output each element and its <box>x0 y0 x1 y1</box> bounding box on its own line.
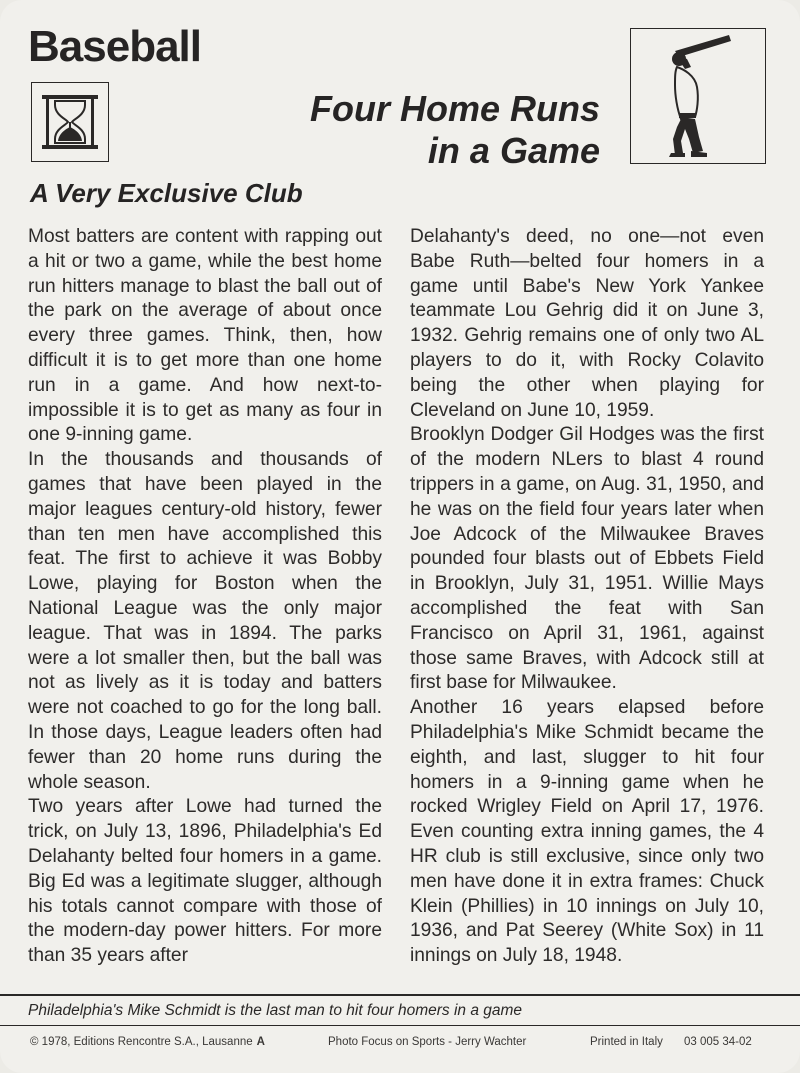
category-title: Baseball <box>28 22 201 71</box>
right-column <box>410 225 764 969</box>
photo-credit: Photo Focus on Sports - Jerry Wachter <box>328 1036 527 1048</box>
title-line-1: Four Home Runs <box>309 88 600 129</box>
photo-caption: Philadelphia's Mike Schmidt is the last man to hit four homers in a game <box>28 1002 523 1019</box>
paragraph: Brooklyn Dodger Gil Hodges was the first of the modern NLers to blast 4 round trippers in a game, on Aug. 31, 1950, and he was on the field four years later when Joe Adcock of the Milwaukee Braves pounded four blasts out of Ebbets Field in Brooklyn, July 31, 1951. Willie Mays accomplished the feat with San Francisco on April 31, 1961, against those same Braves, with Adcock still at first base for Milwaukee. <box>410 424 764 694</box>
hourglass-icon-frame <box>31 82 109 162</box>
batter-icon <box>631 29 765 163</box>
title-line-2: in a Game <box>427 130 600 171</box>
card-code: 03 005 34-02 <box>684 1036 752 1048</box>
batter-icon-frame <box>630 28 766 164</box>
publisher-mark: A <box>256 1036 265 1048</box>
paragraph: Most batters are content with rapping out a hit or two a game, while the best home run hitters manage to blast the ball out of the park on the average of about once every three games. Think, then, how difficult it is to get more than one home run in a game. And how next-to-impossible it is to get as many as four in one 9-inning game. <box>28 226 382 446</box>
paragraph: Delahanty's deed, no one—not even Babe Ruth—belted four homers in a game until Babe's New York Yankee teammate Lou Gehrig did it on June 3, 1932. Gehrig remains one of only two AL players to do it, with Rocky Colavito being the other when playing for Cleveland on June 10, 1959. <box>410 226 764 421</box>
card-title <box>310 88 600 172</box>
left-column <box>28 225 382 969</box>
paragraph: Two years after Lowe had turned the trick, on July 13, 1896, Philadelphia's Ed Delahanty belted four homers in a game. Big Ed was a legitimate slugger, although his totals cannot compare with those of the modern-day power hitters. For more than 35 years after <box>28 796 382 967</box>
copyright-notice <box>30 1036 265 1048</box>
paragraph: Another 16 years elapsed before Philadelphia's Mike Schmidt became the eighth, and last, slugger to hit four homers in a 9-inning game when he rocked Wrigley Field on April 17, 1976. Even counting extra inning games, the 4 HR club is still exclusive, since only two men have done it in extra frames: Chuck Klein (Phillies) in 10 innings on July 10, 1936, and Pat Seerey (White Sox) in 11 innings on July 18, 1948. <box>410 697 764 967</box>
subtitle: A Very Exclusive Club <box>30 178 303 208</box>
caption-divider-top <box>0 994 800 996</box>
hourglass-icon <box>32 83 108 160</box>
paragraph: In the thousands and thousands of games that have been played in the major leagues century-old history, fewer than ten men have accomplished this feat. The first to achieve it was Bobby Lowe, playing for Boston when the National League was the only major league. That was in 1894. The parks were a lot smaller then, but the ball was not as lively as it is today and batters were not coached to go for the long ball. In those days, League leaders often had fewer than 20 home runs during the whole season. <box>28 449 382 793</box>
caption-divider-bottom <box>0 1025 800 1026</box>
printed-location: Printed in Italy <box>590 1036 663 1048</box>
copyright-text: © 1978, Editions Rencontre S.A., Lausanne <box>30 1036 253 1048</box>
